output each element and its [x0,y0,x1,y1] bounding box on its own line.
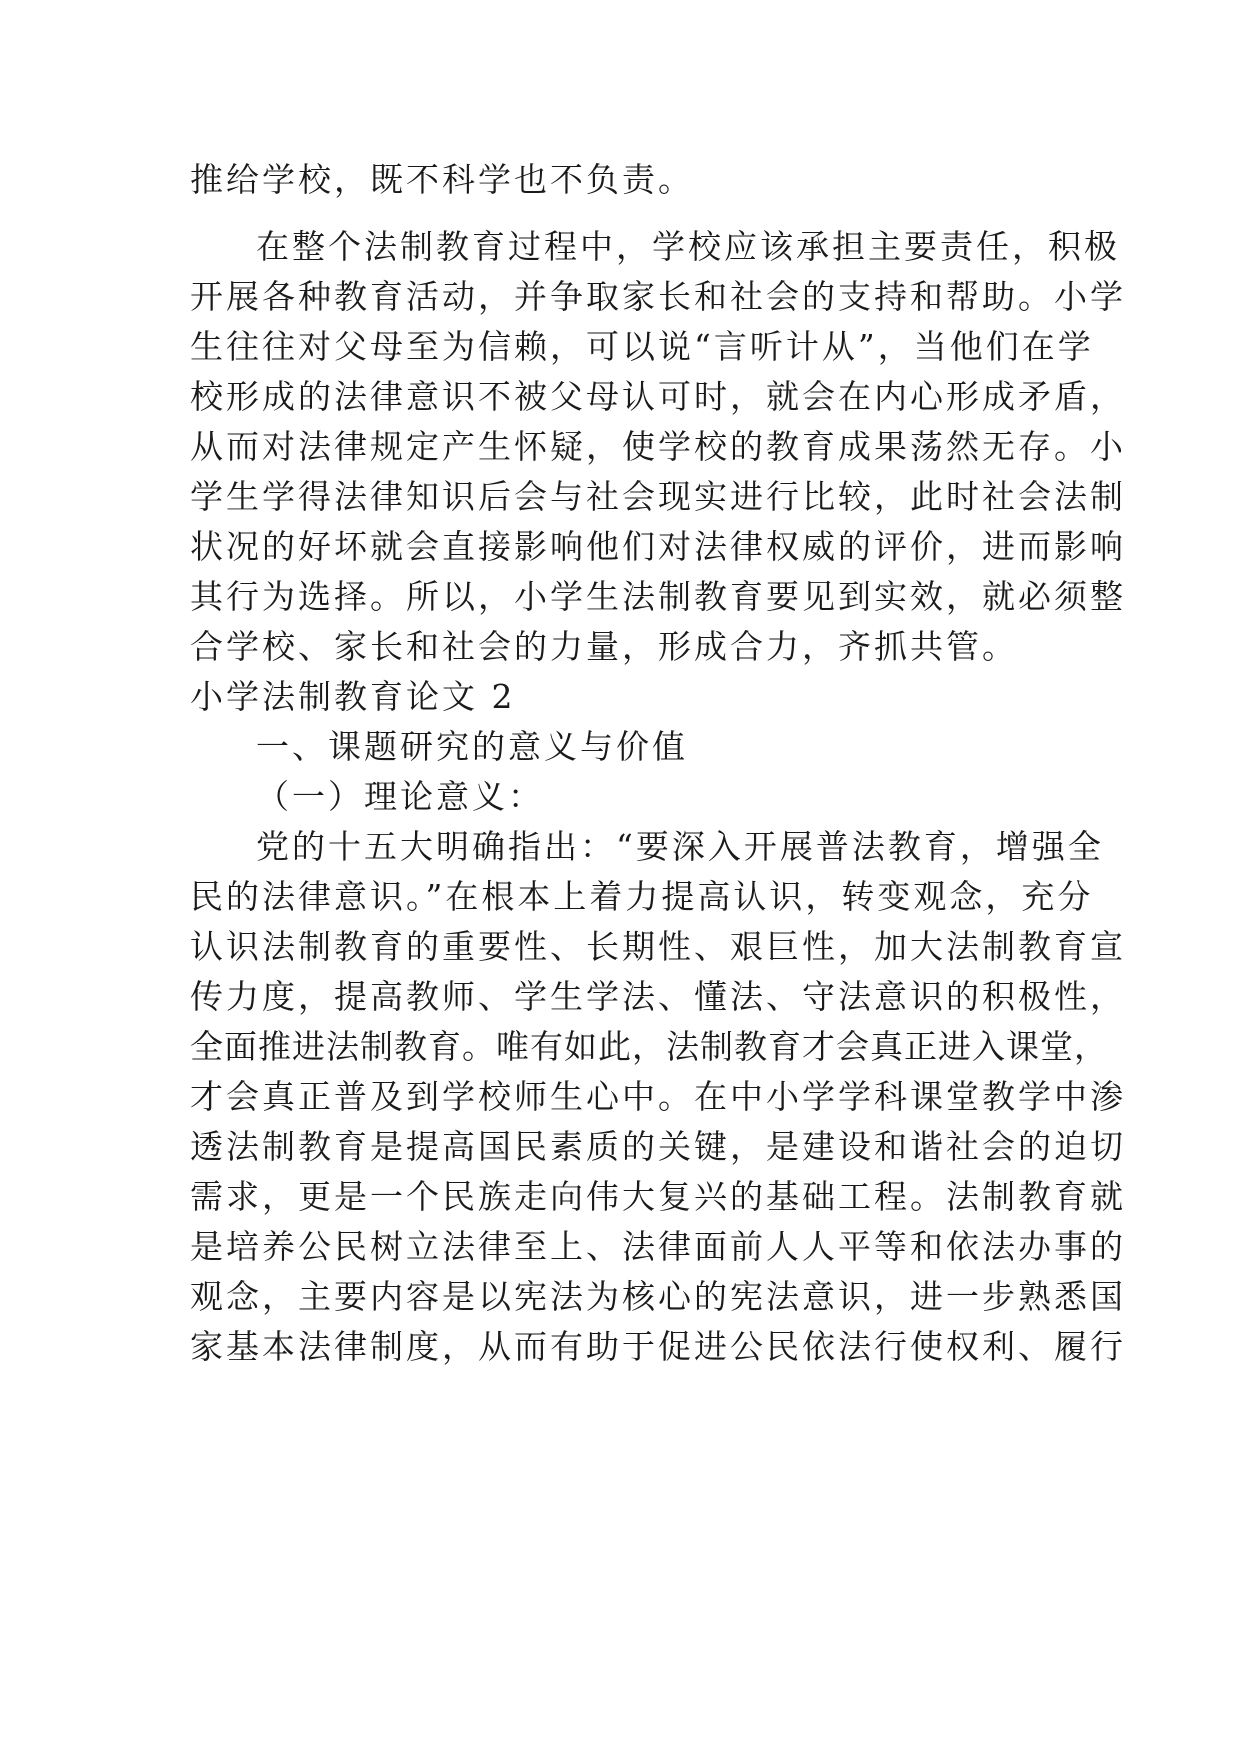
text-line: 状况的好坏就会直接影响他们对法律权威的评价，进而影响 [190,527,1126,566]
text-line: 其行为选择。所以，小学生法制教育要见到实效，就必须整 [190,577,1126,616]
text-line: 认识法制教育的重要性、长期性、艰巨性，加大法制教育宣 [190,927,1126,966]
text-line: 从而对法律规定产生怀疑，使学校的教育成果荡然无存。小 [190,427,1126,466]
text-line: 生往往对父母至为信赖，可以说“言听计从”，当他们在学 [190,327,1094,366]
text-line: 是培养公民树立法律至上、法律面前人人平等和依法办事的 [190,1227,1126,1266]
text-line: 传力度，提高教师、学生学法、懂法、守法意识的积极性， [190,977,1126,1016]
subsection-heading: （一）理论意义： [256,777,544,816]
text-line: 合学校、家长和社会的力量，形成合力，齐抓共管。 [190,627,1018,666]
section-heading: 一、课题研究的意义与价值 [256,727,688,766]
section-title: 小学法制教育论文 2 [190,677,516,716]
text-line: 家基本法律制度，从而有助于促进公民依法行使权利、履行 [190,1327,1126,1366]
paragraph-first-line: 党的十五大明确指出：“要深入开展普法教育，增强全 [256,827,1104,866]
text-line: 全面推进法制教育。唯有如此，法制教育才会真正进入课堂， [190,1027,1108,1066]
text-line: 学生学得法律知识后会与社会现实进行比较，此时社会法制 [190,477,1126,516]
text-line: 需求，更是一个民族走向伟大复兴的基础工程。法制教育就 [190,1177,1126,1216]
text-line: 推给学校，既不科学也不负责。 [190,160,694,199]
text-line: 才会真正普及到学校师生心中。在中小学学科课堂教学中渗 [190,1077,1126,1116]
text-line: 观念，主要内容是以宪法为核心的宪法意识，进一步熟悉国 [190,1277,1126,1316]
paragraph-first-line: 在整个法制教育过程中，学校应该承担主要责任，积极 [256,227,1120,266]
text-line: 开展各种教育活动，并争取家长和社会的支持和帮助。小学 [190,277,1126,316]
text-line: 民的法律意识。”在根本上着力提高认识，转变观念，充分 [190,877,1094,916]
text-line: 校形成的法律意识不被父母认可时，就会在内心形成矛盾， [190,377,1126,416]
text-line: 透法制教育是提高国民素质的关键，是建设和谐社会的迫切 [190,1127,1126,1166]
